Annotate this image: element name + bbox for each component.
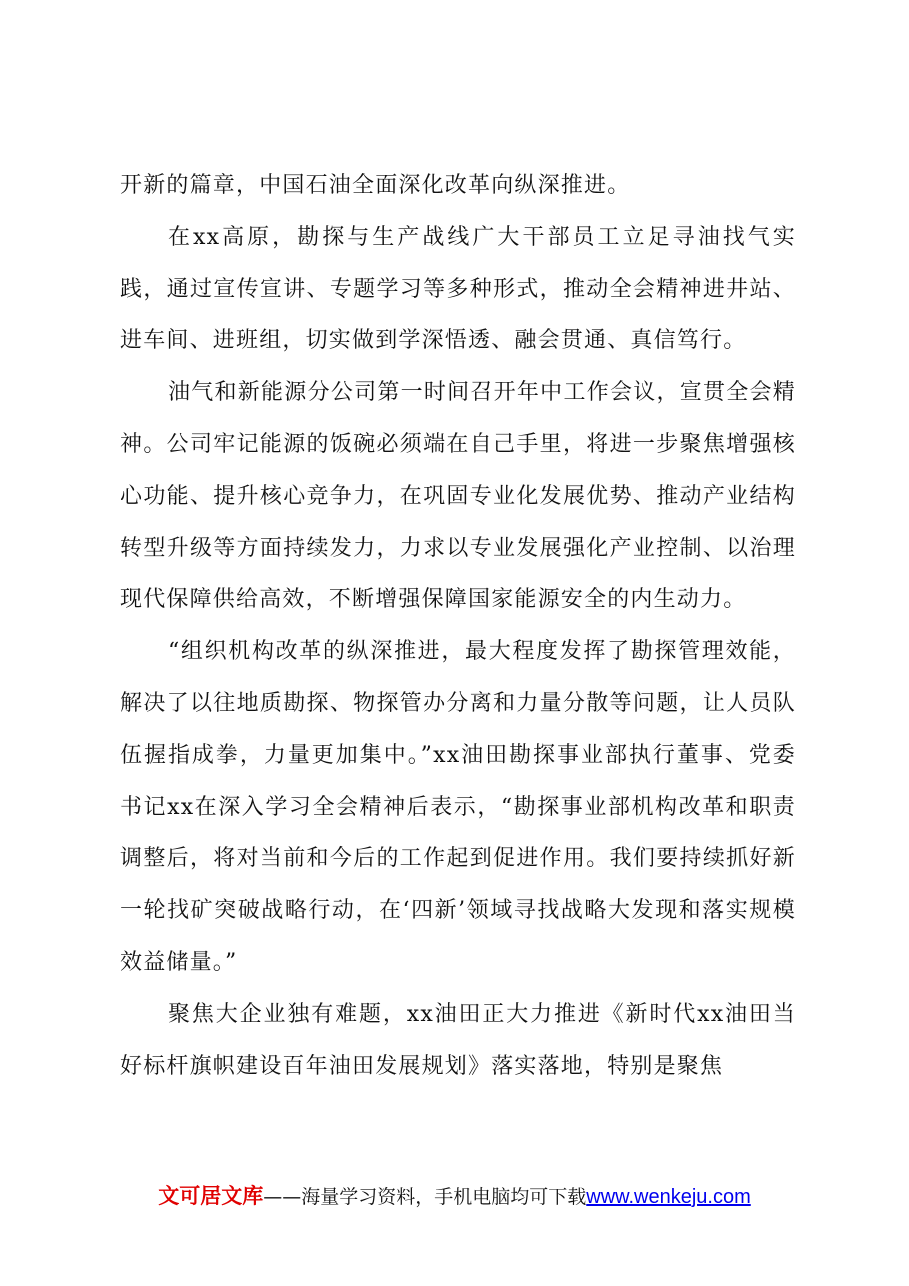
paragraph-oilfield-plan: 聚焦大企业独有难题，xx油田正大力推进《新时代xx油田当好标杆旗帜建设百年油田发展规划》落实落地，特别是聚焦 <box>120 1001 796 1079</box>
paragraph-new-energy-company: 油气和新能源分公司第一时间召开年中工作会议，宣贯全会精神。公司牢记能源的饭碗必须端在自己手里，将进一步聚焦增强核心功能、提升核心竞争力，在巩固专业化发展优势、推动产业结构转型升级等方面持续发力，力求以专业发展强化产业控制、以治理现代保障供给高效，不断增强保障国家能源安全的内生动力。 <box>120 380 796 613</box>
paragraph-quote-exploration: “组织机构改革的纵深推进，最大程度发挥了勘探管理效能，解决了以往地质勘探、物探管办分离和力量分散等问题，让人员队伍握指成拳，力量更加集中。”xx油田勘探事业部执行董事、党委书记xx在深入学习全会精神后表示，“勘探事业部机构改革和职责调整后，将对当前和今后的工作起到促进作用。我们要持续抓好新一轮找矿突破战略行动，在‘四新’领域寻找战略大发现和落实规模效益储量。” <box>120 639 796 975</box>
footer-banner <box>0 1179 909 1214</box>
footer-brand: 文可居文库 <box>158 1184 264 1208</box>
paragraph-continuation: 开新的篇章，中国石油全面深化改革向纵深推进。 <box>120 173 631 198</box>
paragraph-study-practice: 在xx高原，勘探与生产战线广大干部员工立足寻油找气实践，通过宣传宣讲、专题学习等多种形式，推动全会精神进井站、进车间、进班组，切实做到学深悟透、融会贯通、真信笃行。 <box>120 224 796 354</box>
footer-website-link[interactable]: www.wenkeju.com <box>586 1186 751 1208</box>
footer-tagline: 海量学习资料，手机电脑均可下载 <box>301 1186 587 1208</box>
body-text <box>120 160 796 1092</box>
footer-dash: —— <box>263 1186 302 1208</box>
